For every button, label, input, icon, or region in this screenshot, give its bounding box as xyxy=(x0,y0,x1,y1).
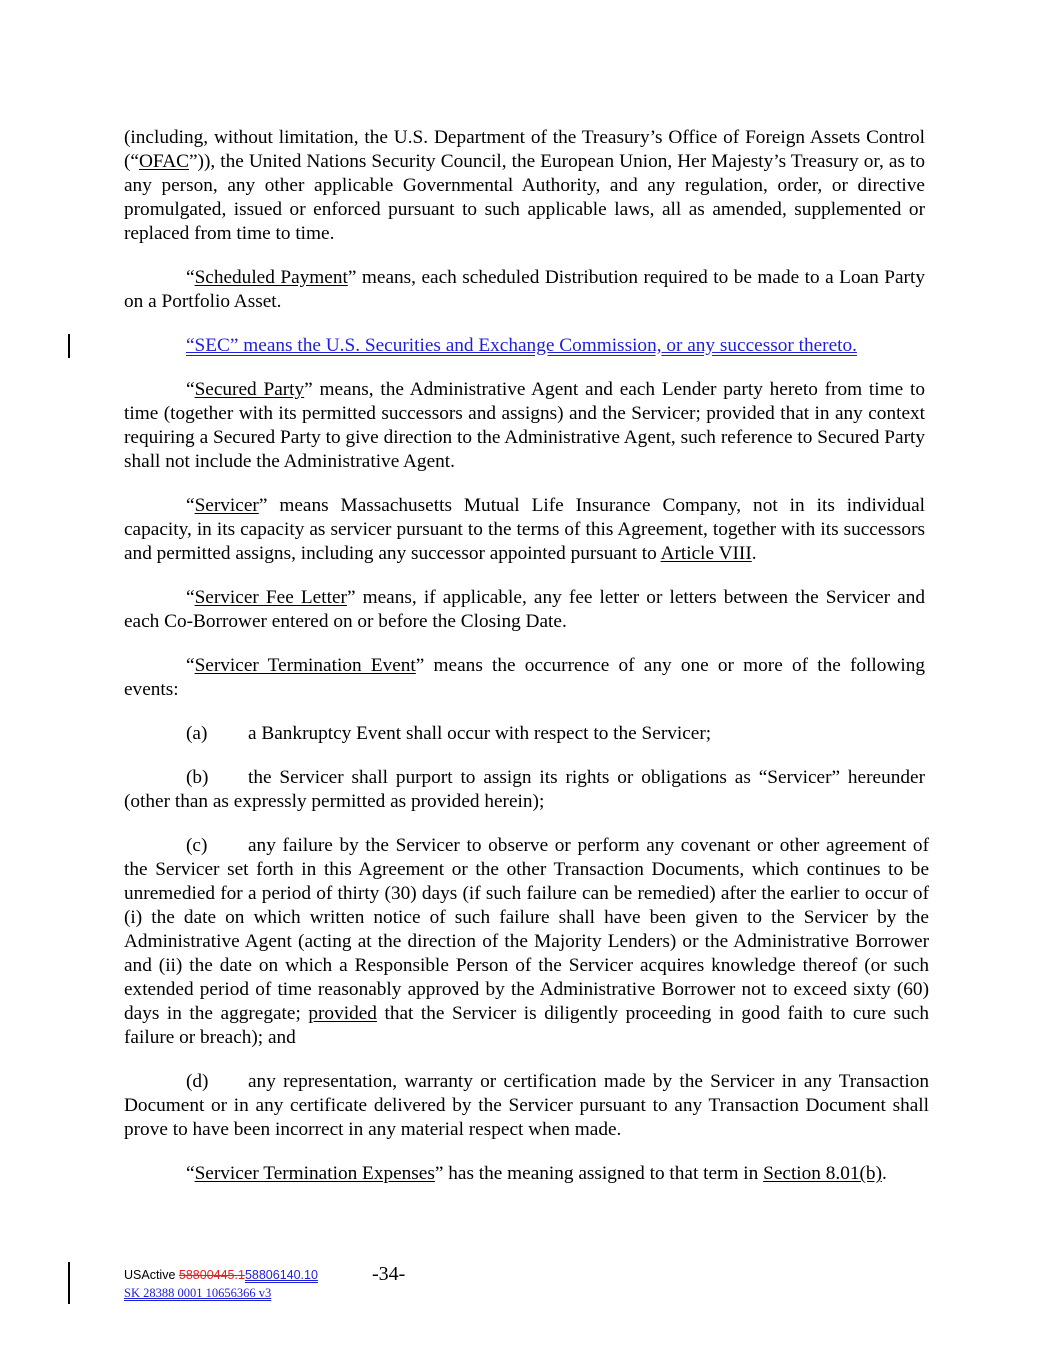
document-body xyxy=(124,126,929,1206)
definition-secured-party: “Secured Party” means, the Administrative Agent and each Lender party hereto from time to time (together with its permitted successors and assigns) and the Servicer; provided that in any context requiring a Secured Party to give direction to the Administrative Agent, such reference to Secured Party shall not include the Administrative Agent. xyxy=(124,379,925,472)
definition-servicer: “Servicer” means Massachusetts Mutual Life Insurance Company, not in its individual capacity, in its capacity as servicer pursuant to the terms of this Agreement, together with its successors and permitted assigns, including any successor appointed pursuant to Article VIII. xyxy=(124,495,925,564)
change-bar xyxy=(68,1262,70,1304)
definition-servicer-fee-letter: “Servicer Fee Letter” means, if applicable, any fee letter or letters between the Servicer and each Co-Borrower entered on or before the Closing Date. xyxy=(124,587,925,632)
inserted-doc-id: 58806140.10 xyxy=(244,1268,318,1282)
paragraph-sanctions-cont: (including, without limitation, the U.S. Department of the Treasury’s Office of Foreign Assets Control (“OFAC”)), the United Nations Security Council, the European Union, Her Majesty’s Treasury or, as to any person, any other applicable Governmental Authority, and any regulation, order, or directive promulgated, issued or enforced pursuant to such applicable laws, all as amended, supplemented or replaced from time to time. xyxy=(124,127,925,244)
definition-servicer-termination-expenses: “Servicer Termination Expenses” has the meaning assigned to that term in Section 8.01(b). xyxy=(186,1163,887,1184)
clause-c: (c) any failure by the Servicer to observe or perform any covenant or other agreement of the Servicer set forth in this Agreement or the other Transaction Documents, which continues to be unremedied for a period of thirty (30) days (if such failure can be remedied) after the earlier to occur of (i) the date on which written notice of such failure shall have been given to the Servicer by the Administrative Agent (acting at the direction of the Majority Lenders) or the Administrative Borrower and (ii) the date on which a Responsible Person of the Servicer acquires knowledge thereof (or such extended period of time reasonably approved by the Administrative Borrower not to exceed sixty (60) days in the aggregate; provided that the Servicer is diligently proceeding in good faith to cure such failure or breach); and xyxy=(124,835,929,1048)
clause-a: (a) a Bankruptcy Event shall occur with respect to the Servicer; xyxy=(186,723,712,744)
change-bar xyxy=(68,334,70,358)
definition-sec-inserted: “SEC” means the U.S. Securities and Exchange Commission, or any successor thereto. xyxy=(186,335,857,356)
cross-reference: Section 8.01(b) xyxy=(763,1163,882,1184)
deleted-doc-id: 58800445.1 xyxy=(178,1268,245,1282)
footer-doc-id: USActive 58800445.158806140.10 SK 28388 0001 10656366 v3 xyxy=(124,1268,318,1300)
sk-doc-id: SK 28388 0001 10656366 v3 xyxy=(124,1286,272,1300)
page-number: -34- xyxy=(372,1263,406,1285)
term-ofac: OFAC xyxy=(138,151,189,172)
definition-servicer-termination-event: “Servicer Termination Event” means the occurrence of any one or more of the following events: xyxy=(124,655,925,700)
definition-scheduled-payment: “Scheduled Payment” means, each scheduled Distribution required to be made to a Loan Party on a Portfolio Asset. xyxy=(124,267,925,312)
cross-reference: Article VIII xyxy=(660,543,752,564)
clause-d: (d) any representation, warranty or certification made by the Servicer in any Transaction Document or in any certificate delivered by the Servicer pursuant to any Transaction Document shall prove to have been incorrect in any material respect when made. xyxy=(124,1071,929,1140)
clause-b: (b) the Servicer shall purport to assign its rights or obligations as “Servicer” hereunder (other than as expressly permitted as provided herein); xyxy=(124,767,925,812)
